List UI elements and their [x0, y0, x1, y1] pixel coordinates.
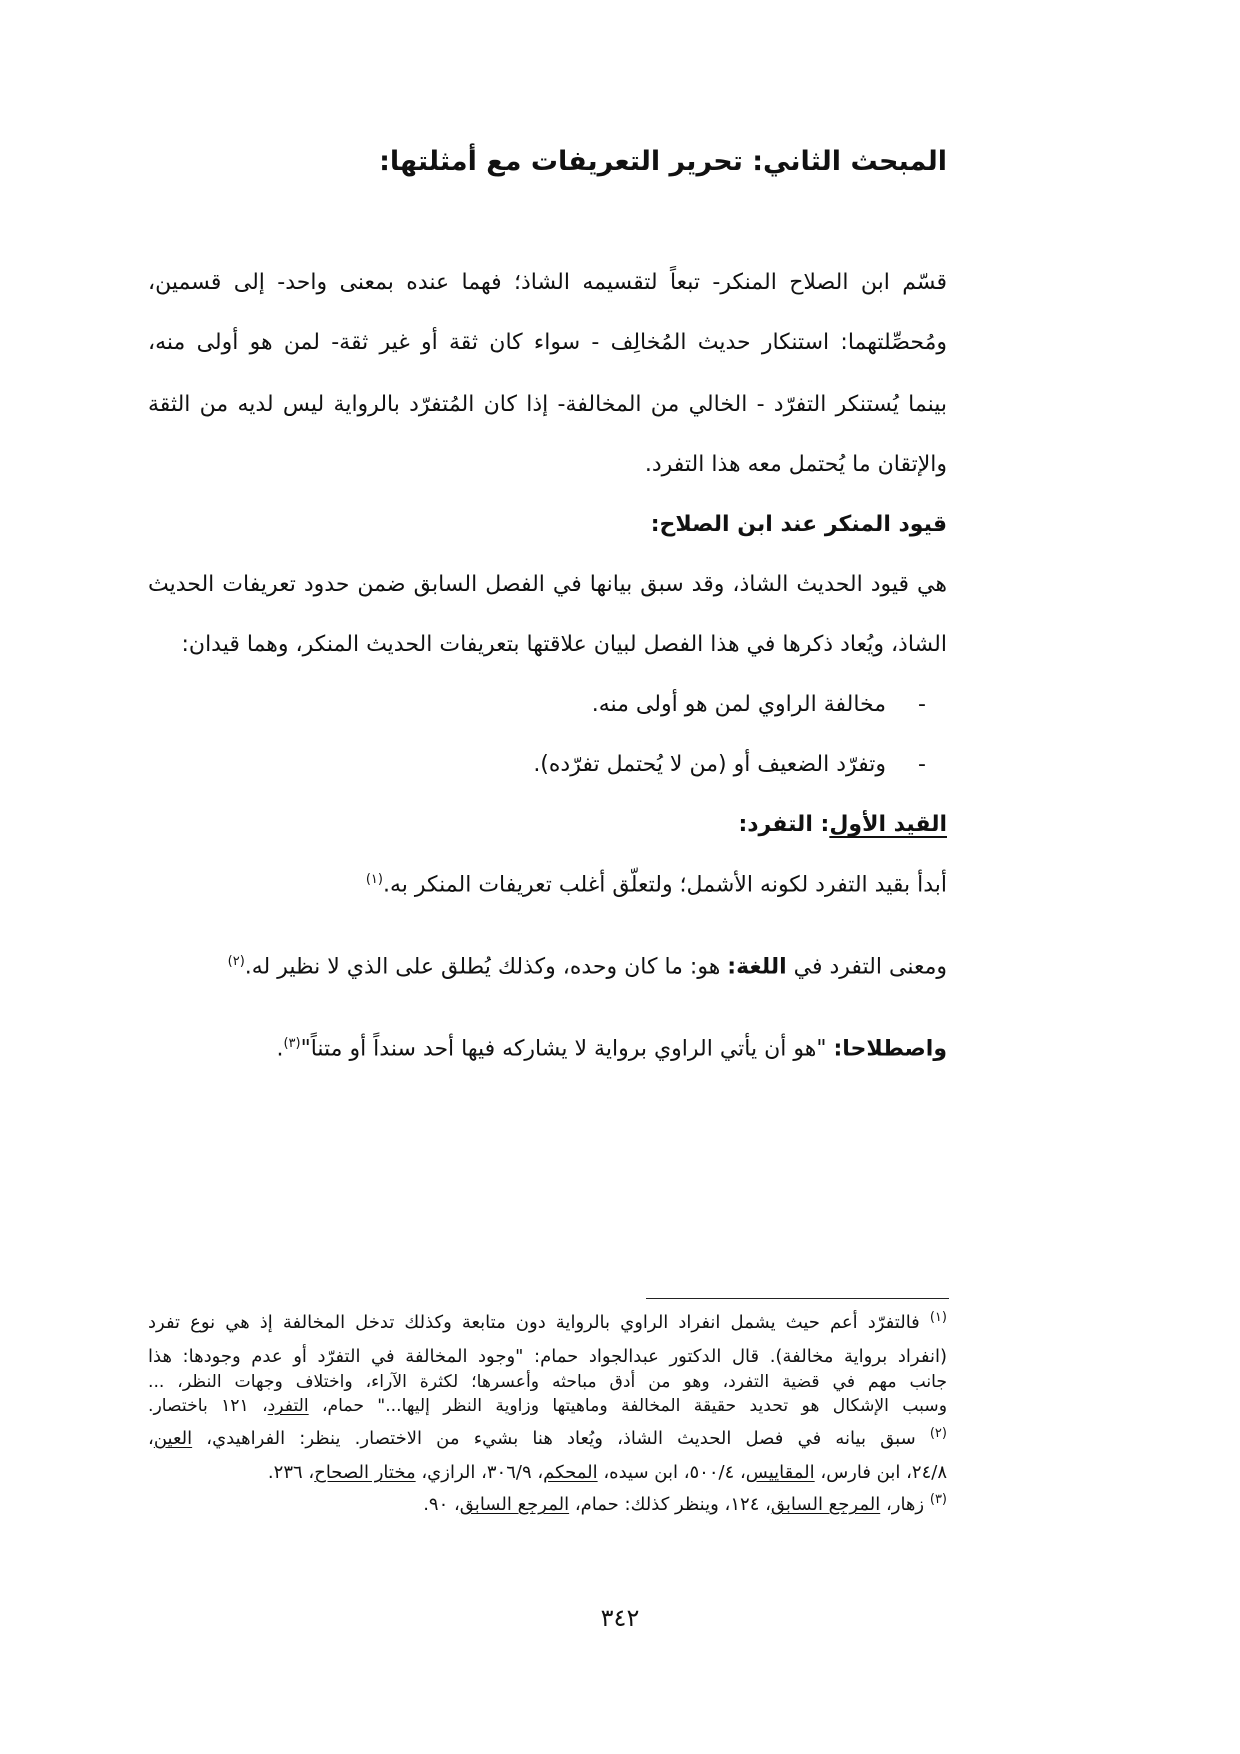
reference-title: المحكم — [543, 1462, 598, 1483]
subheading-ibn-salah-constraints: قيود المنكر عند ابن الصلاح: — [650, 512, 947, 537]
paragraph-line: بينما يُستنكر التفرّد - الخالي من المخالفة- إذا كان المُتفرّد بالرواية ليس لديه من الثقة — [148, 392, 947, 417]
subheading-first-constraint — [738, 812, 947, 837]
footnote-1-line: (انفراد برواية مخالفة). قال الدكتور عبدالجواد حمام: "وجود المخالفة في التفرّد أو عدم وجودها: هذا — [148, 1346, 947, 1367]
footnote-text: ، ٩٠. — [423, 1494, 460, 1515]
sentence-technical-meaning — [276, 1036, 947, 1061]
sentence-text: أبدأ بقيد التفرد لكونه الأشمل؛ ولتعلّق أغلب تعريفات المنكر به. — [382, 872, 947, 898]
subheading-part: الأول — [829, 812, 887, 837]
footnote-ref-3: (٣) — [283, 1036, 301, 1051]
bold-term-technical: واصطلاحا: — [833, 1036, 947, 1062]
footnote-text: سبق بيانه في فصل الحديث الشاذ، ويُعاد هنا بشيء من الاختصار. ينظر: الفراهيدي، — [192, 1428, 916, 1449]
footnote-text: ، ٣٠٦/٩، الرازي، — [415, 1462, 544, 1483]
bullet-dash: - — [918, 752, 926, 777]
footnote-text: ، ٥٠٠/٤، ابن سيده، — [597, 1462, 746, 1483]
list-item — [533, 752, 926, 777]
reference-title: مختار الصحاح — [314, 1462, 416, 1483]
footnote-1-line — [148, 1310, 947, 1333]
footnote-ref-2: (٢) — [227, 954, 245, 969]
footnote-text: زهار، — [880, 1494, 925, 1515]
footnote-text: ٢٤/٨، ابن فارس، — [814, 1462, 947, 1483]
paragraph-line: والإتقان ما يُحتمل معه هذا التفرد. — [644, 452, 947, 477]
section-heading: المبحث الثاني: تحرير التعريفات مع أمثلتها: — [379, 146, 947, 177]
footnote-3-line — [423, 1492, 947, 1515]
bullet-dash: - — [918, 692, 926, 717]
paragraph-line: قسّم ابن الصلاح المنكر- تبعاً لتقسيمه الشاذ؛ فهما عنده بمعنى واحد- إلى قسمين، — [148, 270, 947, 295]
sentence-text: هو: ما كان وحده، وكذلك يُطلق على الذي لا نظير له. — [244, 954, 728, 980]
sentence-text: ومعنى التفرد في — [786, 954, 947, 980]
paragraph-line: هي قيود الحديث الشاذ، وقد سبق بيانها في الفصل السابق ضمن حدود تعريفات الحديث — [148, 572, 947, 597]
footnote-text: ، ٢٣٦. — [267, 1462, 315, 1483]
reference-title: المقاييس — [745, 1462, 815, 1483]
reference-title: المرجع السابق — [770, 1494, 881, 1515]
footnote-text: وسبب الإشكال هو تحديد حقيقة المخالفة وماهيتها وزاوية النظر إليها..." حمام، — [308, 1396, 948, 1416]
sentence-start-with-isolation — [366, 872, 947, 897]
list-item — [592, 692, 926, 717]
sentence-end: . — [276, 1036, 284, 1062]
footnote-marker-1: (١) — [929, 1310, 947, 1325]
footnote-text: ، ١٢٤، وينظر كذلك: حمام، — [569, 1494, 771, 1515]
subheading-part: : التفرد: — [738, 812, 830, 837]
reference-title: العين — [153, 1428, 193, 1449]
footnote-marker-2: (٢) — [929, 1426, 947, 1441]
footnote-text: ، — [148, 1428, 154, 1449]
footnote-2-line — [148, 1426, 947, 1449]
list-item-text: مخالفة الراوي لمن هو أولى منه. — [591, 692, 887, 717]
bold-term-language: اللغة: — [727, 954, 787, 980]
sentence-linguistic-meaning — [228, 954, 947, 979]
paragraph-line: ومُحصِّلتهما: استنكار حديث المُخالِف - سواء كان ثقة أو غير ثقة- لمن هو أولى منه، — [148, 330, 947, 355]
list-item-text: وتفرّد الضعيف أو (من لا يُحتمل تفرّده). — [533, 752, 887, 777]
footnote-ref-1: (١) — [365, 872, 383, 887]
page-number: ٣٤٢ — [600, 1604, 640, 1632]
footnote-1-line: جانب مهم في قضية التفرد، وهو من أدق مباحثه وأعسرها؛ لكثرة الآراء، واختلاف وجهات النظر، ... — [148, 1372, 947, 1392]
footnote-text: ، ١٢١ باختصار. — [148, 1396, 268, 1416]
reference-title: المرجع السابق — [459, 1494, 570, 1515]
footnote-2-line — [268, 1462, 947, 1483]
footnote-text: فالتفرّد أعم حيث يشمل انفراد الراوي بالرواية دون متابعة وكذلك تدخل المخالفة إذ هي نوع تفرد — [148, 1312, 920, 1333]
sentence-text: "هو أن يأتي الراوي برواية لا يشاركه فيها أحد سنداً أو متناً" — [300, 1036, 834, 1062]
paragraph-line: الشاذ، ويُعاد ذكرها في هذا الفصل لبيان علاقتها بتعريفات الحديث المنكر، وهما قيدان: — [181, 632, 947, 657]
footnote-marker-3: (٣) — [929, 1492, 947, 1507]
footnote-separator — [646, 1298, 949, 1299]
subheading-part: القيد — [886, 812, 947, 837]
footnote-1-line — [148, 1396, 947, 1416]
reference-title: التفرد — [267, 1396, 309, 1416]
